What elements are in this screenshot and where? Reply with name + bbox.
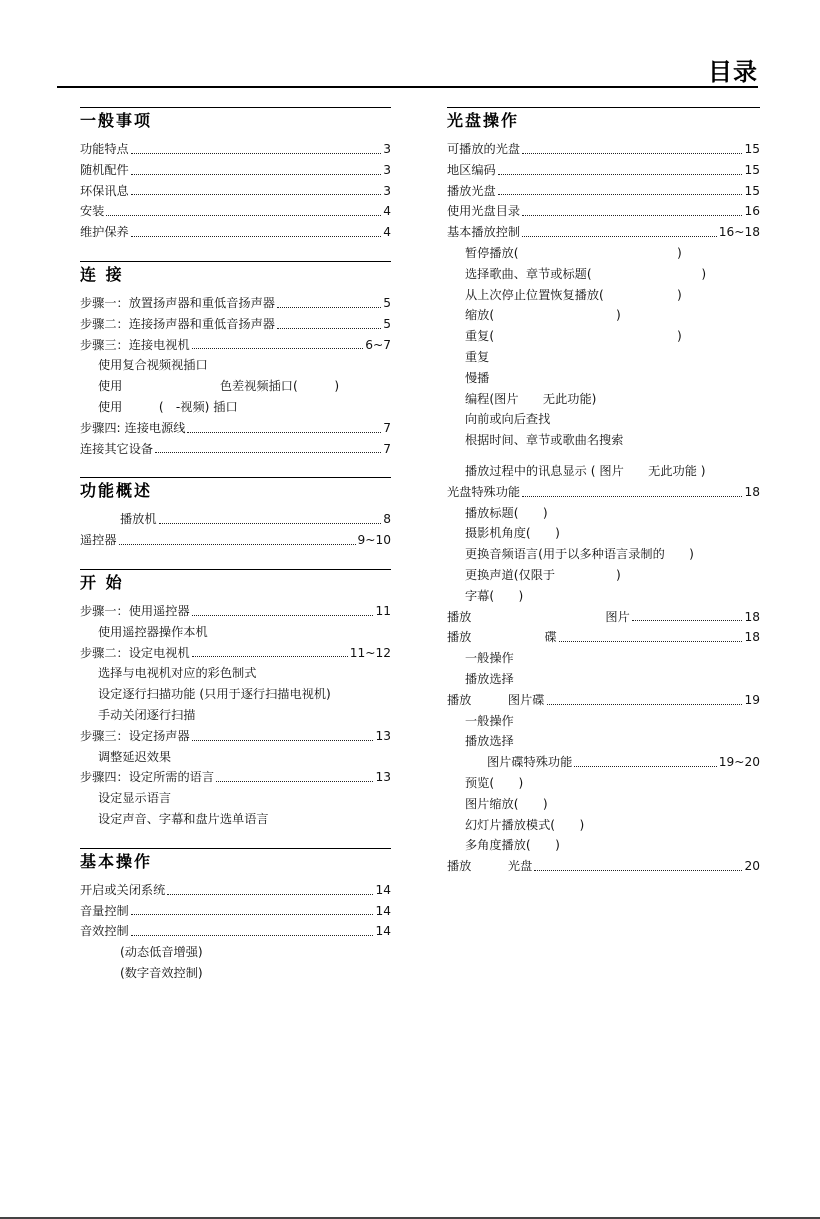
dot-leader: [559, 641, 743, 642]
section-rule: [80, 261, 391, 262]
dot-leader: [119, 544, 356, 545]
toc-entry[interactable]: [447, 347, 760, 368]
toc-entry-label: 使用遥控器操作本机: [98, 624, 208, 639]
dot-leader: [192, 615, 374, 616]
toc-entry-page: 19~20: [718, 755, 760, 770]
toc-entry-label: 使用复合视频视插口: [98, 358, 208, 373]
toc-entry-page: 8: [383, 512, 391, 527]
toc-entry-label: 字幕( ): [465, 588, 524, 603]
toc-entry-label: 摄影机角度( ): [465, 526, 560, 541]
toc-entry-label: 慢播: [465, 370, 490, 385]
toc-entry-label: 设定声音、字幕和盘片选单语言: [98, 811, 269, 826]
toc-entry-label: 设定显示语言: [98, 791, 172, 806]
toc-entry-page: 5: [383, 316, 391, 331]
toc-entry[interactable]: [447, 264, 760, 285]
toc-entry-page: 16: [744, 204, 760, 219]
toc-entry[interactable]: [447, 752, 760, 773]
toc-entry-label: 步骤四：设定所需的语言: [80, 770, 215, 785]
toc-entry-page: 18: [744, 609, 760, 624]
toc-entry[interactable]: [447, 482, 760, 503]
toc-entry[interactable]: [80, 601, 391, 622]
dot-leader: [106, 215, 381, 216]
toc-entry[interactable]: [80, 314, 391, 335]
toc-entry-page: 6~7: [365, 337, 391, 352]
toc-entry[interactable]: [80, 788, 391, 809]
dot-leader: [192, 656, 348, 657]
toc-entry[interactable]: [447, 794, 760, 815]
toc-entry[interactable]: [447, 523, 760, 544]
toc-entry[interactable]: [80, 901, 391, 922]
toc-entry-label: 暂停播放( ): [465, 245, 682, 260]
section-rule: [447, 107, 760, 108]
toc-entry-label: (数字音效控制): [120, 965, 203, 980]
dot-leader: [522, 496, 742, 497]
toc-entry[interactable]: [447, 648, 760, 669]
dot-leader: [574, 766, 716, 767]
toc-entry-page: 9~10: [357, 533, 391, 548]
toc-entry-label: 手动关闭逐行扫描: [98, 707, 196, 722]
dot-leader: [155, 452, 381, 453]
toc-entry[interactable]: [447, 326, 760, 347]
toc-entry-label: 播放机: [120, 512, 157, 527]
toc-entry-label: 更换音频语言(用于以多种语言录制的 ): [465, 547, 694, 562]
toc-entry[interactable]: [447, 607, 760, 628]
toc-entry-page: 15: [744, 142, 760, 156]
toc-entry-label: 环保讯息: [80, 183, 129, 198]
toc-section: [80, 848, 391, 984]
toc-entry-label: 选择歌曲、章节或标题( ): [465, 266, 707, 281]
dot-leader: [192, 740, 374, 741]
dot-leader: [187, 432, 381, 433]
toc-entry[interactable]: [80, 942, 391, 963]
dot-leader: [522, 215, 742, 216]
toc-entry-label: 向前或向后查找: [465, 412, 551, 427]
toc-entry-page: 4: [383, 225, 391, 240]
toc-entry[interactable]: [447, 139, 760, 160]
toc-entry-page: 14: [375, 903, 391, 918]
toc-entry-label: 使用 ( -视频) 插口: [98, 399, 238, 414]
dot-leader: [277, 307, 381, 308]
dot-leader: [498, 174, 743, 175]
toc-entry-page: 3: [383, 183, 391, 198]
toc-entry-page: 3: [383, 142, 391, 156]
toc-entry-label: 步骤二：设定电视机: [80, 645, 190, 660]
toc-entry-label: 从上次停止位置恢复播放( ): [465, 287, 682, 302]
toc-entry-label: 播放选择: [465, 734, 514, 749]
toc-entry[interactable]: [80, 160, 391, 181]
toc-entry[interactable]: [80, 355, 391, 376]
toc-entry-page: 3: [383, 162, 391, 177]
toc-entry[interactable]: [80, 439, 391, 460]
toc-entry[interactable]: [80, 397, 391, 418]
toc-entry-label: 一般操作: [465, 713, 514, 728]
section-title: 一般事项: [80, 111, 153, 130]
toc-entry[interactable]: [80, 376, 391, 397]
section-title: 光盘操作: [447, 111, 520, 130]
dot-leader: [131, 935, 374, 936]
section-rule: [80, 477, 391, 478]
toc-entry[interactable]: [447, 503, 760, 524]
toc-entry[interactable]: [80, 293, 391, 314]
toc-entry[interactable]: [447, 669, 760, 690]
toc-entry-label: 调整延迟效果: [98, 749, 172, 764]
toc-entry[interactable]: [447, 461, 760, 482]
toc-entry[interactable]: [447, 773, 760, 794]
toc-entry-page: 5: [383, 295, 391, 310]
section-title: 基本操作: [80, 851, 153, 871]
toc-entry-label: 播放 光盘: [447, 859, 533, 874]
toc-entry-page: 15: [744, 183, 760, 198]
toc-entry[interactable]: [447, 305, 760, 326]
toc-entry-label: 音量控制: [80, 903, 129, 918]
toc-entry-label: 多角度播放( ): [465, 838, 560, 853]
toc-section: [80, 569, 391, 830]
toc-section: [80, 261, 391, 459]
toc-entry-label: 缩放( ): [465, 308, 621, 323]
toc-entry[interactable]: [447, 731, 760, 752]
toc-entry[interactable]: [80, 418, 391, 439]
toc-entry-label: 使用光盘目录: [447, 204, 521, 219]
toc-entry-page: 16~18: [718, 225, 760, 240]
toc-entry-label: 遥控器: [80, 533, 117, 548]
toc-entry-label: 重复: [465, 349, 490, 364]
toc-entry-label: 基本播放控制: [447, 225, 521, 240]
toc-entry-page: 15: [744, 162, 760, 177]
toc-entry-label: 图片碟特殊功能: [487, 755, 573, 770]
toc-entry-label: 播放标题( ): [465, 505, 548, 520]
toc-entry[interactable]: [80, 643, 391, 664]
toc-entry-label: 播放 图片碟: [447, 692, 545, 707]
toc-entry[interactable]: [80, 747, 391, 768]
toc-entry-page: 20: [744, 859, 760, 874]
toc-entry[interactable]: [80, 139, 391, 160]
toc-entry-label: 步骤一：使用遥控器: [80, 603, 190, 618]
toc-entry-label: 播放过程中的讯息显示 ( 图片 无此功能 ): [465, 463, 706, 478]
toc-entry[interactable]: [80, 222, 391, 243]
toc-entry[interactable]: [447, 201, 760, 222]
dot-leader: [534, 870, 742, 871]
toc-entry[interactable]: [447, 856, 760, 877]
toc-entry[interactable]: [80, 181, 391, 202]
dot-leader: [167, 894, 373, 895]
dot-leader: [216, 781, 373, 782]
toc-entry[interactable]: [80, 880, 391, 901]
toc-entry-label: 播放选择: [465, 671, 514, 686]
toc-entry-label: 安装: [80, 204, 105, 219]
section-title: 连 接: [80, 264, 124, 284]
toc-entry-label: 重复( ): [465, 329, 682, 344]
toc-section: [447, 107, 760, 877]
dot-leader: [277, 328, 381, 329]
toc-entry-label: 幻灯片播放模式( ): [465, 817, 585, 832]
toc-entry-page: 19: [744, 692, 760, 707]
toc-entry-label: 选择与电视机对应的彩色制式: [98, 666, 257, 681]
toc-entry-label: 随机配件: [80, 162, 129, 177]
toc-entry-label: 播放 碟: [447, 630, 557, 645]
section-rule: [80, 569, 391, 570]
title-rule: [57, 86, 758, 88]
toc-entry[interactable]: [80, 530, 391, 551]
section-rule: [80, 107, 391, 108]
dot-leader: [131, 194, 381, 195]
toc-entry[interactable]: [80, 663, 391, 684]
toc-entry-label: 预览( ): [465, 775, 524, 790]
dot-leader: [632, 620, 743, 621]
section-rule: [80, 848, 391, 849]
toc-entry-label: 设定逐行扫描功能 (只用于逐行扫描电视机): [98, 687, 331, 702]
toc-entry-label: 步骤四: 连接电源线: [80, 420, 186, 435]
toc-entry-label: 音效控制: [80, 924, 129, 939]
dot-leader: [522, 153, 742, 154]
toc-entry-page: 11~12: [349, 645, 391, 660]
toc-entry-label: 播放光盘: [447, 183, 496, 198]
toc-entry[interactable]: [447, 181, 760, 202]
toc-entry[interactable]: [447, 815, 760, 836]
toc-entry-page: 13: [375, 770, 391, 785]
toc-entry[interactable]: [447, 389, 760, 410]
toc-entry[interactable]: [447, 627, 760, 648]
toc-entry[interactable]: [447, 711, 760, 732]
toc-entry[interactable]: [80, 201, 391, 222]
toc-entry-label: 步骤二：连接扬声器和重低音扬声器: [80, 316, 275, 331]
toc-entry-label: 步骤三：连接电视机: [80, 337, 190, 352]
toc-entry[interactable]: [80, 622, 391, 643]
toc-entry-label: 图片缩放( ): [465, 796, 548, 811]
toc-entry[interactable]: [447, 243, 760, 264]
toc-entry[interactable]: [80, 963, 391, 984]
toc-entry[interactable]: [447, 409, 760, 430]
toc-entry[interactable]: [80, 335, 391, 356]
toc-column-left: [80, 107, 391, 984]
toc-entry-label: 地区编码: [447, 162, 496, 177]
toc-entry-page: 14: [375, 882, 391, 897]
toc-entry-label: 开启或关闭系统: [80, 882, 166, 897]
dot-leader: [547, 704, 743, 705]
toc-entry[interactable]: [80, 705, 391, 726]
toc-entry[interactable]: [447, 565, 760, 586]
dot-leader: [522, 236, 717, 237]
toc-entry-label: 一般操作: [465, 651, 514, 666]
toc-entry-label: 维护保养: [80, 225, 129, 240]
toc-entry[interactable]: [447, 430, 760, 451]
dot-leader: [131, 174, 381, 175]
toc-column-right: [447, 107, 760, 877]
toc-entry[interactable]: [447, 368, 760, 389]
toc-entry-label: 播放 图片: [447, 609, 630, 624]
toc-entry-label: 根据时间、章节或歌曲名搜索: [465, 433, 624, 448]
section-title: 功能概述: [80, 481, 153, 501]
toc-entry-page: 7: [383, 420, 391, 435]
toc-entry-label: 步骤一：放置扬声器和重低音扬声器: [80, 295, 275, 310]
dot-leader: [131, 914, 374, 915]
toc-entry[interactable]: [80, 726, 391, 747]
toc-entry[interactable]: [447, 690, 760, 711]
toc-entry-label: 步骤三：设定扬声器: [80, 728, 190, 743]
toc-entry[interactable]: [447, 544, 760, 565]
toc-entry-label: 可播放的光盘: [447, 142, 521, 156]
toc-entry[interactable]: [447, 285, 760, 306]
toc-section: [80, 477, 391, 551]
toc-entry-label: 连接其它设备: [80, 441, 154, 456]
toc-entry-page: 18: [744, 484, 760, 499]
toc-entry-page: 7: [383, 441, 391, 456]
toc-entry-page: 14: [375, 924, 391, 939]
toc-entry[interactable]: [447, 160, 760, 181]
dot-leader: [498, 194, 743, 195]
dot-leader: [131, 236, 381, 237]
toc-entry[interactable]: [80, 767, 391, 788]
toc-entry[interactable]: [447, 586, 760, 607]
toc-entry-page: 18: [744, 630, 760, 645]
toc-entry-label: 使用 色差视频插口( ): [98, 379, 340, 394]
toc-section: [80, 107, 391, 243]
toc-entry[interactable]: [447, 835, 760, 856]
page-title: 目录: [708, 58, 758, 86]
toc-entry[interactable]: [80, 809, 391, 830]
toc-entry[interactable]: [447, 222, 760, 243]
toc-entry-label: (动态低音增强): [120, 945, 203, 960]
toc-entry-page: 4: [383, 204, 391, 219]
toc-entry-label: 编程(图片 无此功能): [465, 391, 597, 406]
toc-entry-page: 11: [375, 603, 391, 618]
toc-entry[interactable]: [80, 684, 391, 705]
dot-leader: [159, 523, 382, 524]
toc-entry-page: 13: [375, 728, 391, 743]
toc-entry[interactable]: [80, 921, 391, 942]
dot-leader: [131, 153, 381, 154]
section-title: 开 始: [80, 572, 124, 592]
dot-leader: [192, 348, 364, 349]
toc-entry[interactable]: [80, 509, 391, 530]
toc-entry-label: 光盘特殊功能: [447, 484, 521, 499]
toc-entry-label: 更换声道(仅限于 ): [465, 567, 621, 582]
toc-entry-label: 功能特点: [80, 142, 129, 156]
